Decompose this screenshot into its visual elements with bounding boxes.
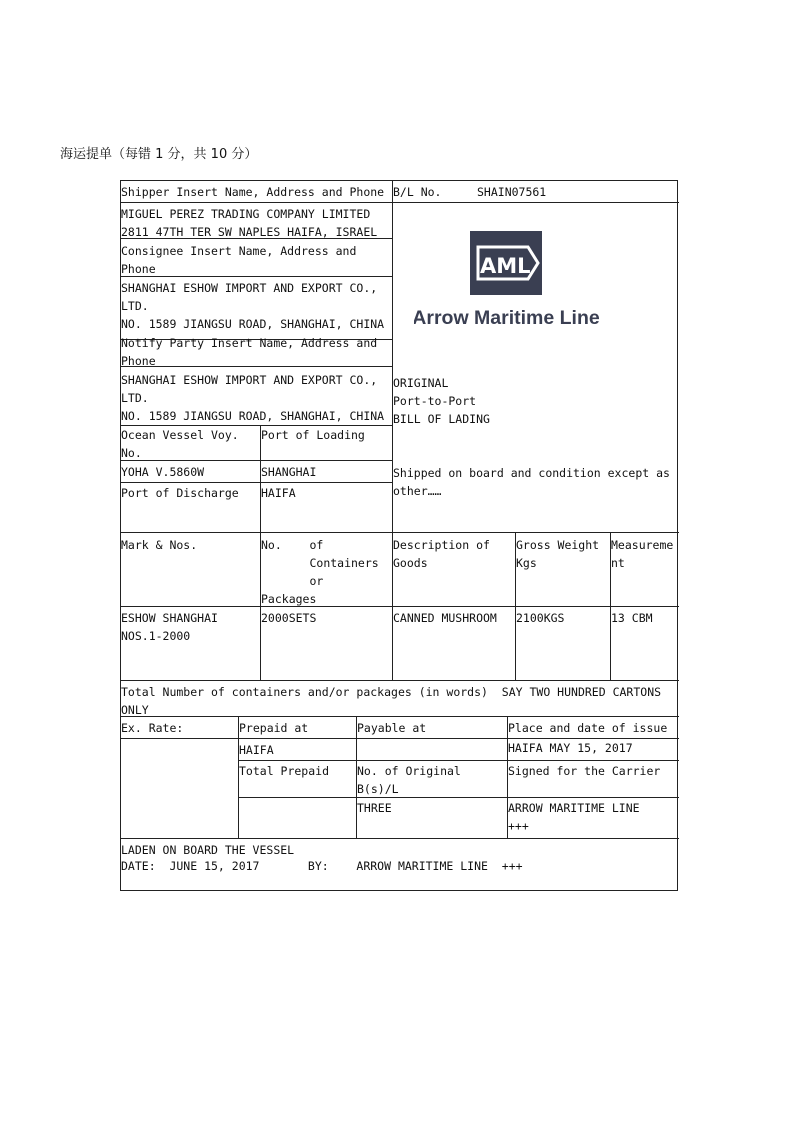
page-heading: 海运提单（每错 1 分，共 10 分）	[60, 147, 258, 162]
laden-date-by: DATE: JUNE 15, 2017 BY: ARROW MARITIME LINE +++	[121, 859, 523, 873]
place-date-value: HAIFA MAY 15, 2017	[508, 741, 633, 755]
shipped-on-board-text: Shipped on board and condition except as other……	[393, 466, 670, 498]
rule	[121, 680, 679, 681]
marks-header: Mark & Nos.	[121, 538, 198, 552]
signed-label: Signed for the Carrier	[508, 764, 661, 778]
signed-value: ARROW MARITIME LINE +++	[508, 801, 640, 833]
bill-of-lading	[120, 180, 678, 891]
notify-label: Notify Party Insert Name, Address and Phone	[121, 336, 378, 368]
original-bl-value: THREE	[357, 801, 392, 815]
total-packages-words: Total Number of containers and/or packages (in words) SAY TWO HUNDRED CARTONS ONLY	[121, 685, 662, 717]
bl-no-label: B/L No.	[393, 185, 442, 199]
containers-value: 2000SETS	[261, 611, 317, 625]
shipper-value: MIGUEL PEREZ TRADING COMPANY LIMITED 2811 47TH TER SW NAPLES HAIFA, ISRAEL	[121, 207, 378, 239]
total-prepaid-label: Total Prepaid	[239, 764, 330, 778]
prepaid-at-value: HAIFA	[239, 743, 274, 757]
laden-on-board: LADEN ON BOARD THE VESSEL	[121, 843, 295, 857]
shipper-label: Shipper Insert Name, Address and Phone	[121, 185, 385, 199]
port-loading-value: SHANGHAI	[261, 465, 317, 479]
port-loading-label: Port of Loading	[261, 428, 365, 442]
port-discharge-value: HAIFA	[261, 486, 296, 500]
company-logo	[414, 231, 614, 331]
rule	[121, 838, 679, 839]
consignee-value: SHANGHAI ESHOW IMPORT AND EXPORT CO., LTD. NO. 1589 JIANGSU ROAD, SHANGHAI, CHINA	[121, 281, 385, 331]
measurement-header: Measureme nt	[611, 538, 674, 570]
description-header: Description of Goods	[393, 538, 490, 570]
description-value: CANNED MUSHROOM	[393, 611, 497, 625]
consignee-label: Consignee Insert Name, Address and Phone	[121, 244, 357, 276]
rule	[121, 482, 392, 483]
logo-mark: AML	[480, 254, 531, 278]
measurement-value: 13 CBM	[611, 611, 653, 625]
containers-header: No. of Containers or Packages	[261, 538, 379, 606]
original-bl-label: No. of Original B(s)/L	[357, 764, 461, 796]
notify-value: SHANGHAI ESHOW IMPORT AND EXPORT CO., LTD. NO. 1589 JIANGSU ROAD, SHANGHAI, CHINA	[121, 373, 385, 423]
marks-value: ESHOW SHANGHAI NOS.1-2000	[121, 611, 218, 643]
ex-rate-label: Ex. Rate:	[121, 721, 184, 735]
gross-weight-value: 2100KGS	[516, 611, 565, 625]
rule	[121, 532, 679, 533]
bl-no-value: SHAIN07561	[477, 185, 547, 199]
rule	[121, 202, 679, 203]
ocean-vessel-label: Ocean Vessel Voy. No.	[121, 428, 239, 460]
rule	[238, 760, 679, 761]
port-discharge-label: Port of Discharge	[121, 486, 239, 500]
logo-name: Arrow Maritime Line	[414, 307, 600, 329]
prepaid-at-label: Prepaid at	[239, 721, 309, 735]
place-date-label: Place and date of issue	[508, 721, 668, 735]
rule	[121, 606, 679, 607]
ocean-vessel-value: YOHA V.5860W	[121, 465, 205, 479]
document-type: ORIGINAL Port-to-Port BILL OF LADING	[393, 376, 490, 426]
payable-at-label: Payable at	[357, 721, 427, 735]
aml-logo-icon	[414, 231, 614, 331]
gross-weight-header: Gross Weight Kgs	[516, 538, 600, 570]
